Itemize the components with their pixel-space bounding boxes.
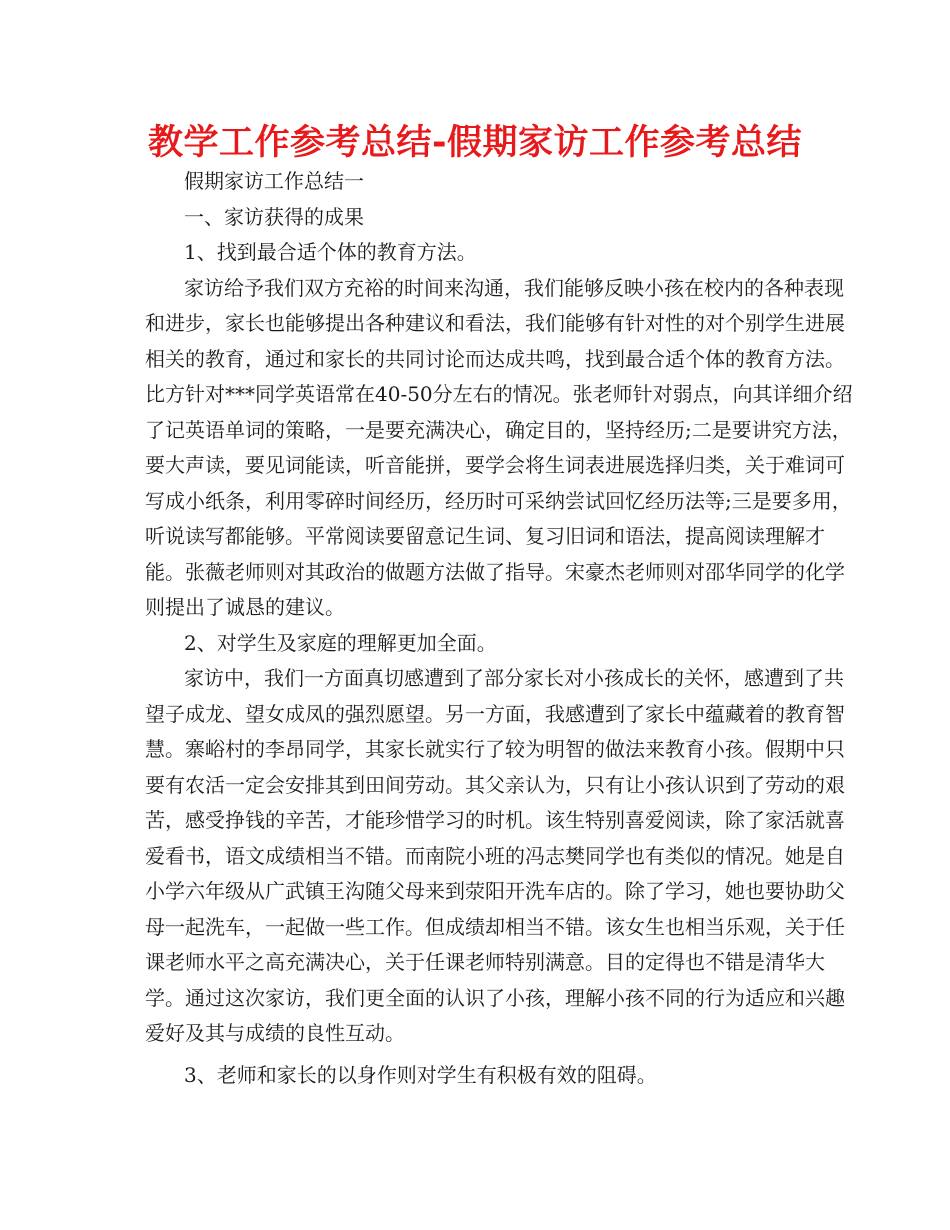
- paragraph-line: 爱好及其与成绩的良性互动。: [145, 1021, 405, 1045]
- paragraph-line: 写成小纸条，利用零碎时间经历，经历时可采纳尝试回忆经历法等;三是要多用，: [145, 489, 852, 513]
- paragraph-line: 相关的教育，通过和家长的共同讨论而达成共鸣，找到最合适个体的教育方法。: [145, 347, 845, 371]
- subsection-heading: 2、对学生及家庭的理解更加全面。: [184, 631, 497, 655]
- subtitle-line: 假期家访工作总结一: [184, 169, 364, 193]
- paragraph-line: 慧。寨峪村的李昂同学，其家长就实行了较为明智的做法来教育小孩。假期中只: [145, 737, 845, 761]
- section-heading: 一、家访获得的成果: [184, 205, 364, 229]
- paragraph-line: 要大声读，要见词能读，听音能拼，要学会将生词表进展选择归类，关于难词可: [145, 453, 845, 477]
- paragraph-line: 母一起洗车，一起做一些工作。但成绩却相当不错。该女生也相当乐观，关于任: [145, 915, 845, 939]
- paragraph-line: 则提出了诚恳的建议。: [145, 595, 345, 619]
- subsection-heading: 1、找到最合适个体的教育方法。: [184, 240, 477, 264]
- paragraph-line: 家访给予我们双方充裕的时间来沟通，我们能够反映小孩在校内的各种表现: [184, 276, 844, 300]
- paragraph-line: 课老师水平之高充满决心，关于任课老师特别满意。目的定得也不错是清华大: [145, 950, 825, 974]
- paragraph-line: 要有农活一定会安排其到田间劳动。其父亲认为，只有让小孩认识到了劳动的艰: [145, 773, 845, 797]
- paragraph-line: 家访中，我们一方面真切感遭到了部分家长对小孩成长的关怀，感遭到了共: [184, 666, 844, 690]
- paragraph-line: 爱看书，语文成绩相当不错。而南院小班的冯志樊同学也有类似的情况。她是自: [145, 844, 845, 868]
- paragraph-line: 望子成龙、望女成凤的强烈愿望。另一方面，我感遭到了家长中蕴藏着的教育智: [145, 702, 845, 726]
- paragraph-line: 听说读写都能够。平常阅读要留意记生词、复习旧词和语法，提高阅读理解才: [145, 524, 825, 548]
- paragraph-line: 小学六年级从广武镇王沟随父母来到荥阳开洗车店的。除了学习，她也要协助父: [145, 879, 845, 903]
- paragraph-line: 能。张薇老师则对其政治的做题方法做了指导。宋豪杰老师则对邵华同学的化学: [145, 560, 845, 584]
- paragraph-line: 学。通过这次家访，我们更全面的认识了小孩，理解小孩不同的行为适应和兴趣: [145, 986, 845, 1010]
- paragraph-line: 苦，感受挣钱的辛苦，才能珍惜学习的时机。该生特别喜爱阅读，除了家活就喜: [145, 808, 845, 832]
- paragraph-line: 和进步，家长也能够提出各种建议和看法，我们能够有针对性的对个别学生进展: [145, 311, 845, 335]
- paragraph-line: 了记英语单词的策略，一是要充满决心，确定目的，坚持经历;二是要讲究方法，: [145, 418, 852, 442]
- paragraph-line: 比方针对***同学英语常在40-50分左右的情况。张老师针对弱点，向其详细介绍: [145, 382, 853, 406]
- subsection-heading: 3、老师和家长的以身作则对学生有积极有效的阻碍。: [184, 1063, 657, 1087]
- document-title: 教学工作参考总结-假期家访工作参考总结: [147, 123, 803, 163]
